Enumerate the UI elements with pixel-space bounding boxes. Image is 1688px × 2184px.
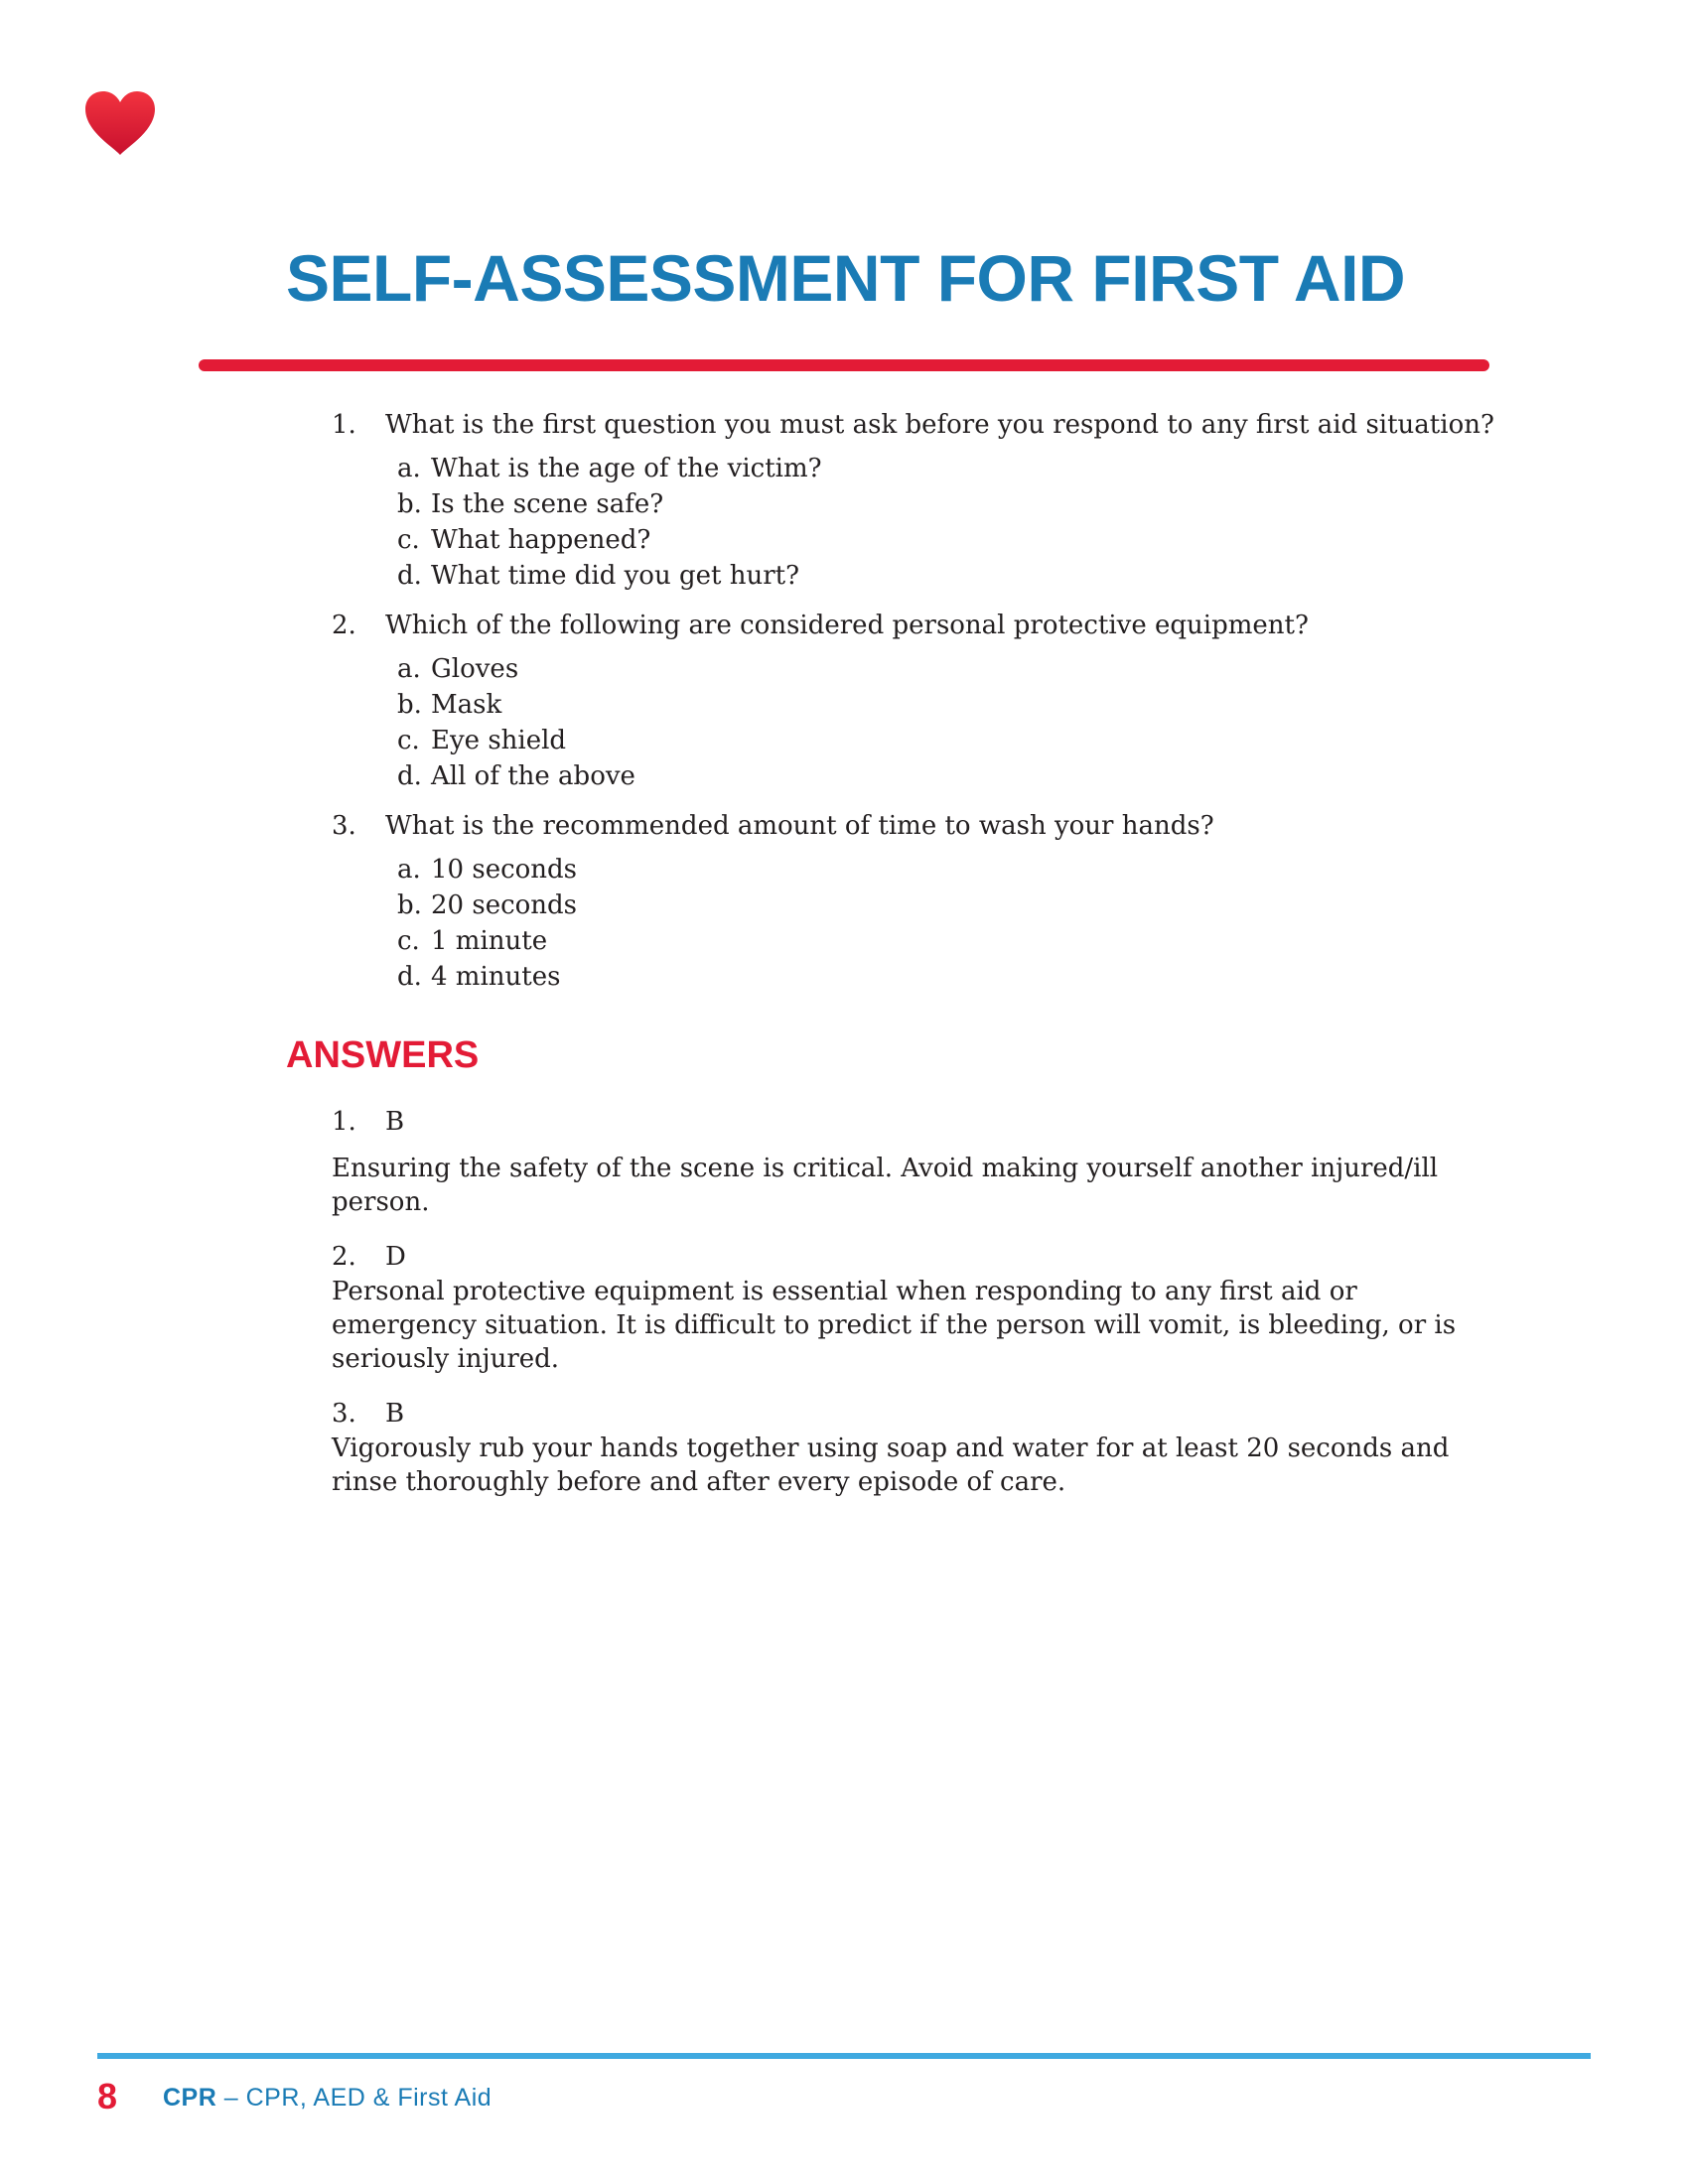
option-letter: d. (397, 962, 422, 992)
option-letter: c. (397, 525, 420, 555)
option-letter: a. (397, 855, 421, 885)
question-number: 2. (332, 611, 356, 640)
question-list (332, 405, 1503, 1007)
page-title: SELF-ASSESSMENT FOR FIRST AID (286, 241, 1406, 315)
option-text: 10 seconds (431, 855, 578, 885)
question-text: What is the first question you must ask before you respond to any first aid situation? (385, 410, 1494, 440)
answer-list (332, 1104, 1503, 1519)
option-letter: a. (397, 454, 421, 483)
question-text: What is the recommended amount of time to wash your hands? (385, 811, 1214, 841)
option-text: Eye shield (431, 726, 567, 755)
option-text: Is the scene safe? (431, 489, 664, 519)
option-item (397, 451, 1503, 486)
question-number: 3. (332, 811, 356, 841)
answer-explanation: Personal protective equipment is essential when responding to any first aid or emergency situation. It is difficult to predict if the person will vomit, is bleeding, or is seriously injured. (332, 1277, 1457, 1374)
answers-heading: ANSWERS (286, 1034, 480, 1076)
option-item (397, 923, 1503, 959)
option-text: What is the age of the victim? (431, 454, 822, 483)
option-text: Gloves (431, 654, 519, 684)
question-number: 1. (332, 410, 356, 440)
option-letter: b. (397, 890, 422, 920)
page-number: 8 (97, 2076, 118, 2116)
question-text: Which of the following are considered personal protective equipment? (385, 611, 1309, 640)
option-item (397, 651, 1503, 687)
option-list (397, 651, 1503, 794)
option-item (397, 687, 1503, 723)
option-item (397, 758, 1503, 794)
option-letter: c. (397, 926, 420, 956)
answer-letter: B (385, 1399, 405, 1429)
question-item (332, 606, 1503, 794)
option-letter: b. (397, 690, 422, 720)
title-divider (199, 359, 1489, 371)
answer-explanation: Vigorously rub your hands together using soap and water for at least 20 seconds and rinse thoroughly before and after every episode of care. (332, 1433, 1450, 1497)
answer-letter: B (385, 1107, 405, 1137)
footer-brand: CPR (163, 2084, 217, 2112)
option-letter: d. (397, 761, 422, 791)
option-text: Mask (431, 690, 502, 720)
answer-number: 1. (332, 1107, 356, 1137)
option-list (397, 852, 1503, 995)
heart-icon (83, 89, 157, 157)
option-text: 4 minutes (431, 962, 561, 992)
answer-item (332, 1104, 1503, 1219)
option-text: All of the above (431, 761, 635, 791)
option-letter: b. (397, 489, 422, 519)
option-item (397, 522, 1503, 558)
option-text: What time did you get hurt? (431, 561, 800, 591)
answer-explanation: Ensuring the safety of the scene is critical. Avoid making yourself another injured/ill person. (332, 1154, 1439, 1217)
question-item (332, 405, 1503, 594)
option-letter: c. (397, 726, 420, 755)
option-letter: d. (397, 561, 422, 591)
question-item (332, 806, 1503, 995)
option-item (397, 558, 1503, 594)
footer-subtitle: CPR, AED & First Aid (245, 2084, 492, 2112)
option-item (397, 887, 1503, 923)
option-text: 1 minute (431, 926, 548, 956)
option-item (397, 959, 1503, 995)
answer-item (332, 1396, 1503, 1499)
footer-separator: – (216, 2084, 246, 2112)
option-item (397, 486, 1503, 522)
option-list (397, 451, 1503, 594)
option-text: 20 seconds (431, 890, 578, 920)
option-letter: a. (397, 654, 421, 684)
option-text: What happened? (431, 525, 651, 555)
option-item (397, 852, 1503, 887)
answer-number: 3. (332, 1399, 356, 1429)
option-item (397, 723, 1503, 758)
answer-item (332, 1239, 1503, 1376)
footer-divider (97, 2053, 1591, 2059)
footer-label (163, 2081, 492, 2115)
answer-number: 2. (332, 1242, 356, 1272)
answer-letter: D (385, 1242, 406, 1272)
